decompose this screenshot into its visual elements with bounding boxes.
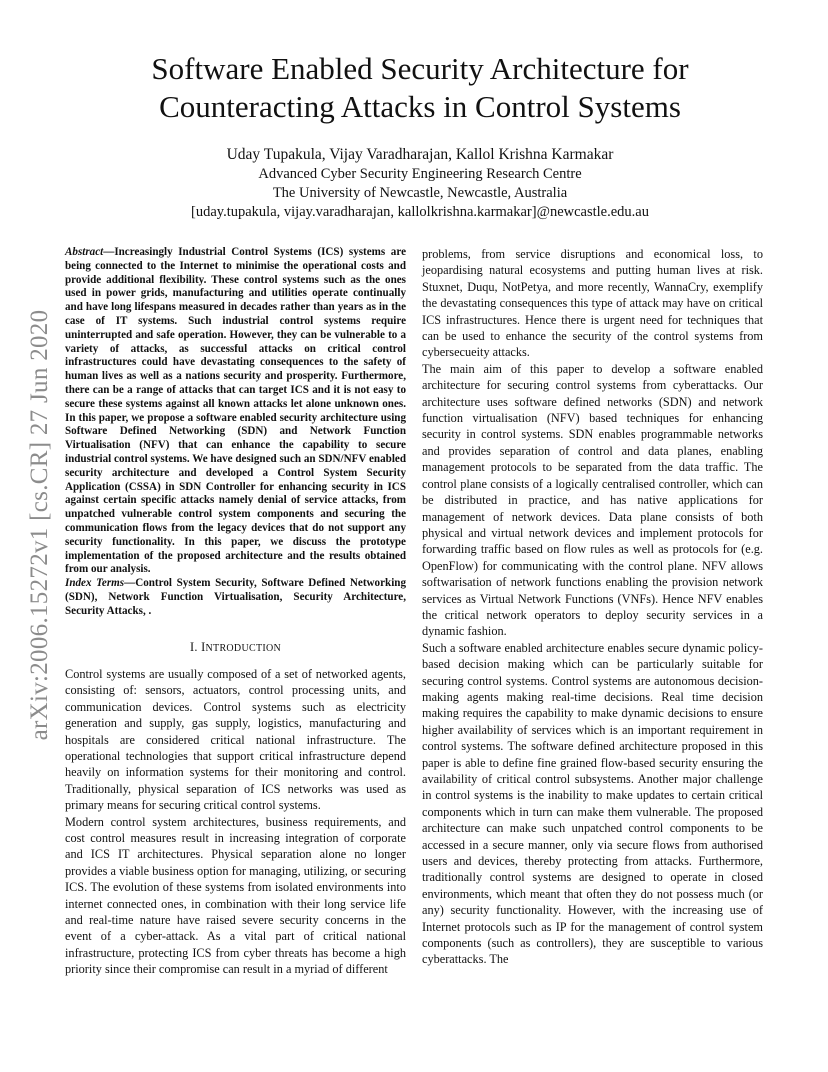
title-line-1: Software Enabled Security Architecture for (151, 51, 689, 86)
section-first-letter: I (201, 639, 206, 654)
abstract (65, 246, 406, 577)
right-column (422, 246, 763, 968)
abstract-text: —Increasingly Industrial Control Systems (ICS) systems are being connected to the Internet to minimise the operational costs and provide additional flexibility. These control systems such as the ones used in power grids, manufacturing and utilities operate continually and have long lifespans measured in decades rather than years as in the case of IT systems. Such industrial control systems require uninterrupted and safe operation. However, they can be vulnerable to a variety of attacks, as successful attacks on critical control infrastructures could have devastating consequences to the safety of human lives as well as a nations security and prosperity. Furthermore, there can be a range of attacks that can target ICS and it is not easy to secure these systems against all known attacks let alone unknown ones. In this paper, we propose a software enabled security architecture using Software Defined Networking (SDN) and Network Function Virtualisation (NFV) that can enhance the capability to secure industrial control systems. We have designed such an SDN/NFV enabled security architecture and developed a Control System Security Application (CSSA) in SDN Controller for enhancing security in ICS against certain specific attacks namely denial of service attacks, from unpatched vulnerable control system components and securing the communication flows from the legacy devices that do not support any security functionality. In this paper, we discuss the prototype implementation of the proposed architecture and the results obtained from our analysis. (65, 246, 406, 576)
index-terms (65, 577, 406, 618)
affiliation-centre: Advanced Cyber Security Engineering Research Centre (258, 166, 582, 182)
intro-paragraph-4: The main aim of this paper to develop a software enabled architecture for securing control systems from cyberattacks. Our architecture uses software defined networks (SDN) and network function virtualisation (NFV) based techniques for enhancing security in control systems. SDN enables programmable networks and provides separation of control and data planes, enabling management protocols to be separated from the data traffic. The control plane consists of a logically centralised controller, which can be distributed in practice, and has native applications for management of network devices. Data plane consists of both physical and virtual network devices and implement protocols for forwarding traffic based on flow rules as well as protocols for (e.g. OpenFlow) for communicating with the control plane. NFV allows softwarisation of network functions enabling the provision network services as Virtual Network Functions (VNFs). Hence NFV enables the critical network operators to deploy security services in a dynamic fashion. (422, 361, 763, 639)
author-emails: [uday.tupakula, vijay.varadharajan, kallolkrishna.karmakar]@newcastle.edu.au (191, 204, 649, 220)
intro-paragraph-2: Modern control system architectures, business requirements, and cost control measures result in increasing integration of corporate and ICS IT architectures. Physical separation alone no longer provides a viable business option for managing, utilizing, or securing ICS. The evolution of these systems from isolated environments into internet connected ones, in combination with their long service life and real-time nature have raised severe security concerns in the event of a cyber-attack. As a vital part of critical national infrastructure, protecting ICS from cyber threats has become a high priority since their compromise can result in a myriad of different (65, 814, 406, 977)
author-block (70, 145, 770, 222)
index-terms-text: —Control System Security, Software Defined Networking (SDN), Network Function Virtualisation, Security Architecture, Security Attacks, . (65, 577, 406, 617)
intro-paragraph-3: problems, from service disruptions and economical loss, to jeopardising natural ecosystems and putting human lives at risk. Stuxnet, Duqu, NotPetya, and more recently, WannaCry, exemplify the devastating consequences this type of attack may have on critical ICS infrastructures. Hence there is urgent need for techniques that can be used to enhance the security of the control systems from cybersecueity attacks. (422, 247, 763, 360)
section-rest: NTRODUCTION (205, 642, 282, 654)
section-number: I. (189, 639, 198, 654)
section-heading (65, 639, 406, 657)
arxiv-side-stamp (22, 295, 58, 755)
intro-paragraph-1: Control systems are usually composed of a set of networked agents, consisting of: sensors, actuators, control processing units, and communication devices. Control systems such as electricity generation and supply, gas supply, logistics, manufacturing and hospitals are considered critical national infrastructure. The operational technologies that support critical infrastructure depend heavily on information systems for their monitoring and control. Traditionally, physical separation of ICS networks was used as primary means for securing critical control systems. (65, 666, 406, 813)
author-names: Uday Tupakula, Vijay Varadharajan, Kallol Krishna Karmakar (226, 146, 614, 163)
left-column (65, 246, 406, 978)
arxiv-identifier: arXiv:2006.15272v1 [cs.CR] 27 Jun 2020 (26, 309, 53, 741)
abstract-label: Abstract (65, 246, 104, 258)
affiliation-university: The University of Newcastle, Newcastle, Australia (272, 185, 568, 201)
intro-paragraph-5: Such a software enabled architecture enables secure dynamic policy-based decision making which can be particularly suitable for securing control systems. Control systems are autonomous decision-making agents making real-time decisions. Real time decision making requires the capability to make dynamic decisions to ensure higher availability of services which is an important requirement in control systems. The software defined architecture proposed in this paper is able to define fine grained flow-based security ensuring the availability of critical control subsystems. Another major challenge in control systems is the inability to make updates to certain critical components which in turn can make them vulnerable. The proposed architecture can make such unpatched control components to be accessed in a secure manner, only via secure flows from authorised users and devices, thereby protecting from attacks. Furthermore, traditionally control systems are designed to operate in closed environments, which meant that often they do not possess much (or any) security functionality. However, with the increasing use of Internet protocols such as IP for the management of control system components (such as controllers), they are susceptible to various cyberattacks. The (422, 640, 763, 967)
index-terms-label: Index Terms (65, 577, 125, 590)
paper-title (70, 50, 770, 126)
title-line-2: Counteracting Attacks in Control Systems (159, 89, 681, 124)
